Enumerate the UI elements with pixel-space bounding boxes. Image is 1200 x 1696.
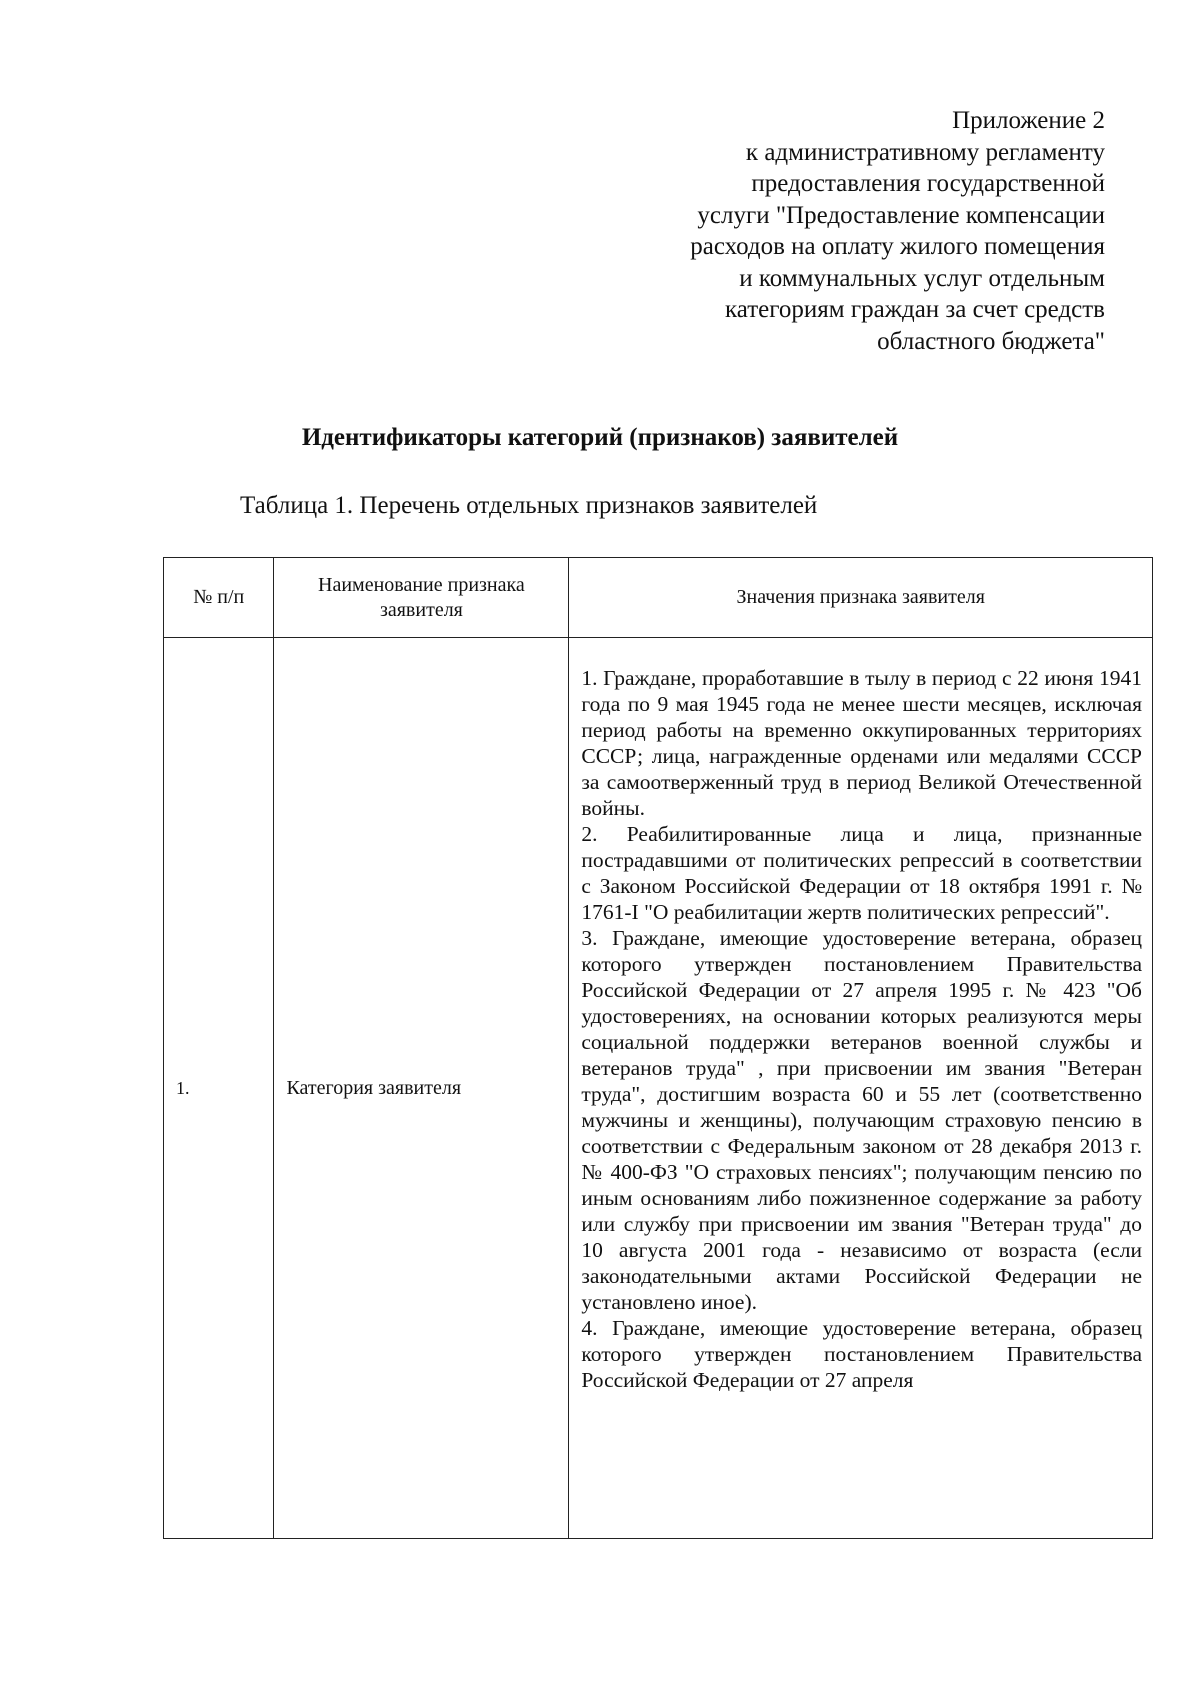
header-criterion-values: Значения признака заявителя [569,558,1153,638]
appendix-line: к административному регламенту [745,138,1105,166]
header-number: № п/п [164,558,274,638]
table-caption: Таблица 1. Перечень отдельных признаков заявителей [240,492,818,519]
row-criterion-values [569,638,1153,1539]
value-item: 3. Граждане, имеющие удостоверение ветерана, образец которого утвержден постановлением Правительства Российской Федерации от 27 апреля 1995 г. № 423 "Об удостоверениях, на основании которых реализуются меры социальной поддержки ветеранов военной службы и ветеранов труда" , при присвоении им звания "Ветеран труда", достигшим возраста 60 и 55 лет (соответственно мужчины и женщины), получающим страховую пенсию в соответствии с Федеральным законом от 28 декабря 2013 г. № 400-ФЗ "О страховых пенсиях"; получающим пенсию по иным основаниям либо пожизненное содержание за работу или службу при присвоении им звания "Ветеран труда" до 10 августа 2001 года - независимо от возраста (если законодательными актами Российской Федерации не установлено иное). [581,926,1142,1314]
header-criterion-name: Наименование признака заявителя [274,558,569,638]
appendix-line: предоставления государственной [751,170,1105,197]
appendix-line: Приложение 2 [952,107,1105,134]
table-row [164,638,1153,1539]
appendix-line: услуги "Предоставление компенсации [697,201,1105,229]
appendix-line: и коммунальных услуг отдельным [739,264,1105,292]
value-item: 2. Реабилитированные лица и лица, признанные пострадавшими от политических репрессий в соответствии с Законом Российской Федерации от 18 октября 1991 г. № 1761-I "О реабилитации жертв политических репрессий". [581,822,1142,924]
appendix-block [585,105,1105,357]
appendix-line: расходов на оплату жилого помещения [690,233,1105,260]
appendix-line: категориям граждан за счет средств [725,296,1105,323]
value-item: 1. Граждане, проработавшие в тылу в период с 22 июня 1941 года по 9 мая 1945 года не менее шести месяцев, исключая период работы на временно оккупированных территориях СССР; лица, награжденные орденами или медалями СССР за самоотверженный труд в период Великой Отечественной войны. [581,666,1142,820]
document-title: Идентификаторы категорий (признаков) заявителей [301,424,899,451]
table-header-row [164,558,1153,638]
criteria-table [163,557,1153,1539]
value-item: 4. Граждане, имеющие удостоверение ветерана, образец которого утвержден постановлением Правительства Российской Федерации от 27 апреля [581,1316,1142,1392]
appendix-line: областного бюджета" [877,327,1105,355]
row-criterion-name: Категория заявителя [274,638,569,1539]
row-number: 1. [164,638,274,1539]
